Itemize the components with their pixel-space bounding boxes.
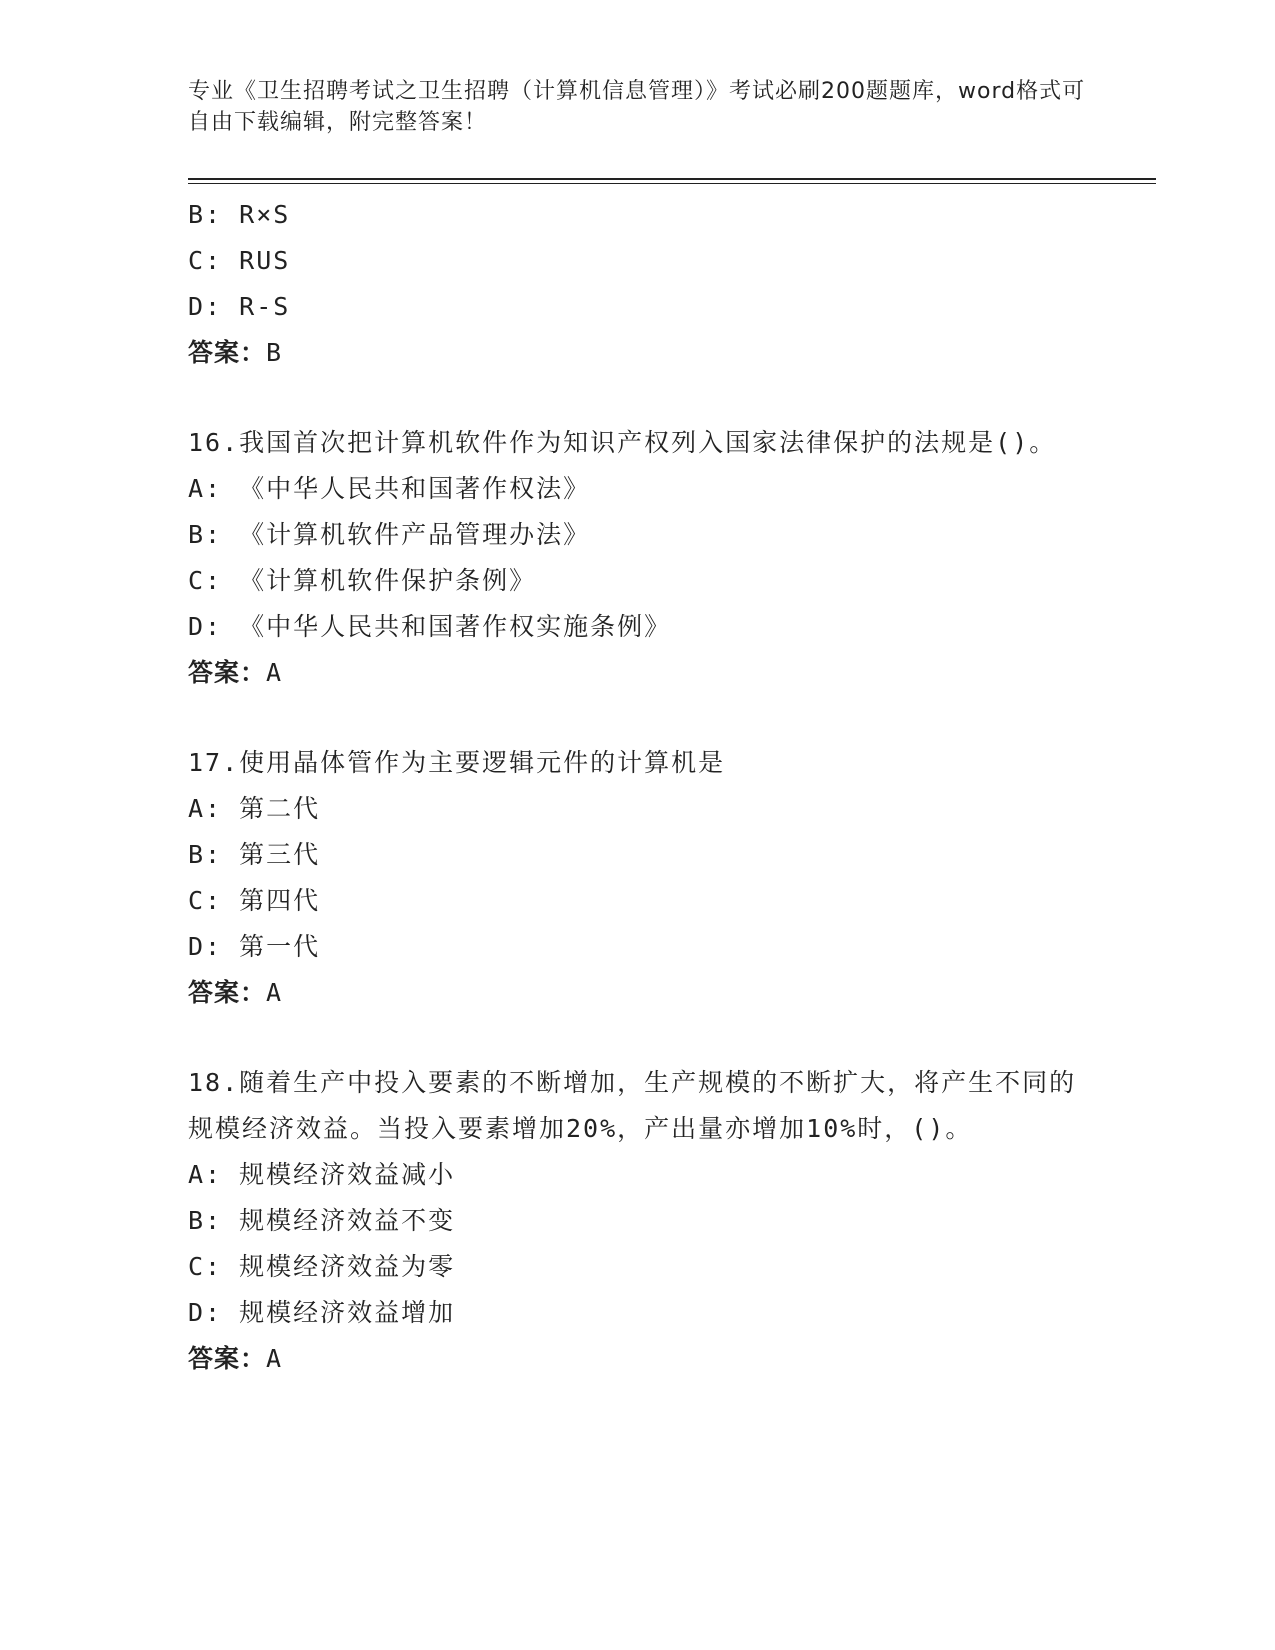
option-label: B: [188, 520, 223, 549]
option-label: C: [188, 246, 223, 275]
answer-value: B [266, 338, 283, 367]
question-stem: 16.我国首次把计算机软件作为知识产权列入国家法律保护的法规是()。 [188, 428, 1057, 457]
option-text: 《中华人民共和国著作权法》 [239, 474, 591, 503]
option-label: B: [188, 840, 223, 869]
option-text: 第三代 [239, 840, 321, 869]
answer-label: 答案： [188, 1344, 267, 1373]
page-header: 专业《卫生招聘考试之卫生招聘（计算机信息管理）》考试必刷200题题库，word格式可自由下载编辑，附完整答案！ [188, 79, 1086, 135]
option-text: 规模经济效益不变 [239, 1206, 456, 1235]
option-c [188, 1244, 1088, 1290]
option-label: C: [188, 886, 223, 915]
option-label: C: [188, 1252, 223, 1281]
question-gap [188, 376, 1088, 420]
answer-value: A [266, 1344, 283, 1373]
answer-line [188, 1336, 1088, 1382]
answer-line [188, 650, 1088, 696]
option-label: B: [188, 1206, 223, 1235]
option-label: B: [188, 200, 223, 229]
option-d [188, 604, 1088, 650]
option-text: 第一代 [239, 932, 321, 961]
option-label: A: [188, 1160, 223, 1189]
option-text: 第四代 [239, 886, 321, 915]
option-c [188, 558, 1088, 604]
question-content [188, 192, 1088, 1382]
option-d [188, 284, 1088, 330]
option-text: 第二代 [239, 794, 321, 823]
option-text: 《计算机软件保护条例》 [239, 566, 537, 595]
option-text: 《中华人民共和国著作权实施条例》 [239, 612, 672, 641]
answer-line [188, 970, 1088, 1016]
answer-value: A [266, 658, 283, 687]
option-c [188, 238, 1088, 284]
question-gap [188, 696, 1088, 740]
option-d [188, 924, 1088, 970]
option-label: D: [188, 1298, 223, 1327]
option-label: D: [188, 612, 223, 641]
header-divider-thick [188, 178, 1156, 180]
option-label: D: [188, 292, 223, 321]
question-stem: 18.随着生产中投入要素的不断增加，生产规模的不断扩大，将产生不同的规模经济效益。当投入要素增加20%，产出量亦增加10%时，()。 [188, 1068, 1077, 1143]
answer-line [188, 330, 1088, 376]
answer-label: 答案： [188, 658, 267, 687]
option-text: R×S [239, 200, 291, 229]
option-b [188, 1198, 1088, 1244]
option-label: A: [188, 474, 223, 503]
prev-question-tail [188, 192, 1088, 376]
option-a [188, 786, 1088, 832]
question-16 [188, 420, 1088, 696]
option-b [188, 832, 1088, 878]
option-text: 《计算机软件产品管理办法》 [239, 520, 591, 549]
option-a [188, 466, 1088, 512]
option-text: 规模经济效益减小 [239, 1160, 456, 1189]
option-d [188, 1290, 1088, 1336]
question-17 [188, 740, 1088, 1016]
header-divider-thin [188, 183, 1156, 184]
option-c [188, 878, 1088, 924]
question-gap [188, 1016, 1088, 1060]
option-label: C: [188, 566, 223, 595]
option-label: D: [188, 932, 223, 961]
option-text: 规模经济效益为零 [239, 1252, 456, 1281]
option-text: 规模经济效益增加 [239, 1298, 456, 1327]
option-b [188, 192, 1088, 238]
answer-value: A [266, 978, 283, 1007]
question-18 [188, 1060, 1088, 1382]
option-label: A: [188, 794, 223, 823]
option-text: R-S [239, 292, 291, 321]
option-text: RUS [239, 246, 291, 275]
answer-label: 答案： [188, 338, 267, 367]
answer-label: 答案： [188, 978, 267, 1007]
question-stem: 17.使用晶体管作为主要逻辑元件的计算机是 [188, 748, 726, 777]
option-a [188, 1152, 1088, 1198]
option-b [188, 512, 1088, 558]
